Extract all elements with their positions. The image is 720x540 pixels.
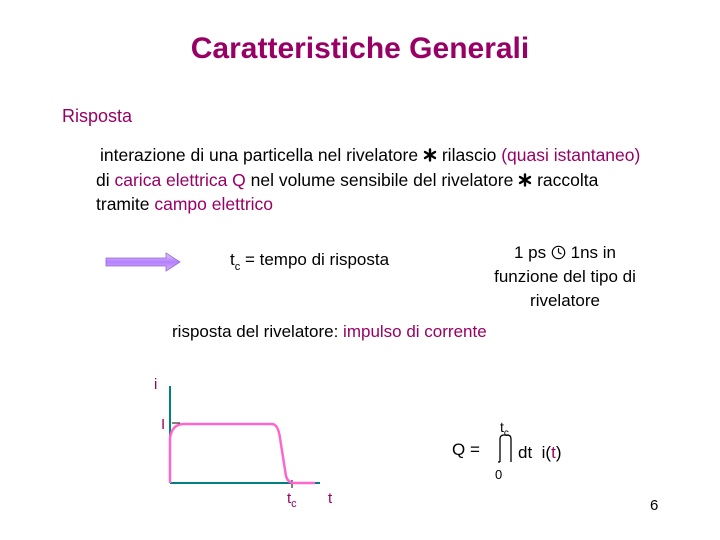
para-carica: carica elettrica Q xyxy=(114,169,246,190)
para-rilascio: rilascio xyxy=(441,145,497,165)
asterisk-icon xyxy=(423,148,437,162)
response-time-definition xyxy=(230,250,390,273)
risposta-impulso: impulso di corrente xyxy=(343,322,487,341)
para-campo: campo elettrico xyxy=(154,194,274,214)
risposta-label: risposta del rivelatore: xyxy=(172,322,339,341)
tc-axis-label: $t_c$ xyxy=(287,490,297,510)
current-pulse-curve xyxy=(170,424,315,483)
tc-definition-text: = tempo di risposta xyxy=(240,250,390,269)
tc-subscript: c xyxy=(234,261,241,273)
para-di: di xyxy=(96,169,110,190)
range-line-3: rivelatore xyxy=(530,291,600,310)
integral-icon xyxy=(497,432,515,466)
clock-icon xyxy=(551,245,566,260)
section-heading: Risposta xyxy=(62,106,133,126)
level-label: I xyxy=(161,416,166,433)
range-line-1 xyxy=(470,241,660,265)
range-line-2: funzione del tipo di xyxy=(494,267,636,286)
tc-symbol: t xyxy=(230,250,235,269)
y-axis-label: i xyxy=(154,376,158,393)
right-arrow-icon xyxy=(104,250,184,274)
para-interazione: interazione di una particella nel rivelatore xyxy=(100,145,419,165)
integral-lower-limit: 0 xyxy=(495,467,503,482)
range-max: 1ns in xyxy=(570,243,616,262)
x-axis-label: t xyxy=(328,490,333,507)
detector-response xyxy=(172,322,487,342)
integral-upper-limit: $t_c$ xyxy=(500,419,509,439)
charge-formula-rhs: dt i(t) xyxy=(518,443,562,462)
para-raccolta: raccolta tramite xyxy=(96,169,599,214)
para-volume: nel volume sensibile del rivelatore xyxy=(250,169,514,190)
slide-title: Caratteristiche Generali xyxy=(190,32,530,65)
charge-formula-lhs: Q = xyxy=(452,440,480,459)
asterisk-icon xyxy=(518,173,532,187)
page-number: 6 xyxy=(650,497,659,514)
range-min: 1 ps xyxy=(514,243,547,262)
description-paragraph xyxy=(96,143,656,217)
para-quasi: (quasi xyxy=(501,145,549,165)
current-pulse-plot xyxy=(140,368,360,518)
response-range xyxy=(470,241,660,313)
para-istantaneo: istantaneo) xyxy=(553,145,641,165)
